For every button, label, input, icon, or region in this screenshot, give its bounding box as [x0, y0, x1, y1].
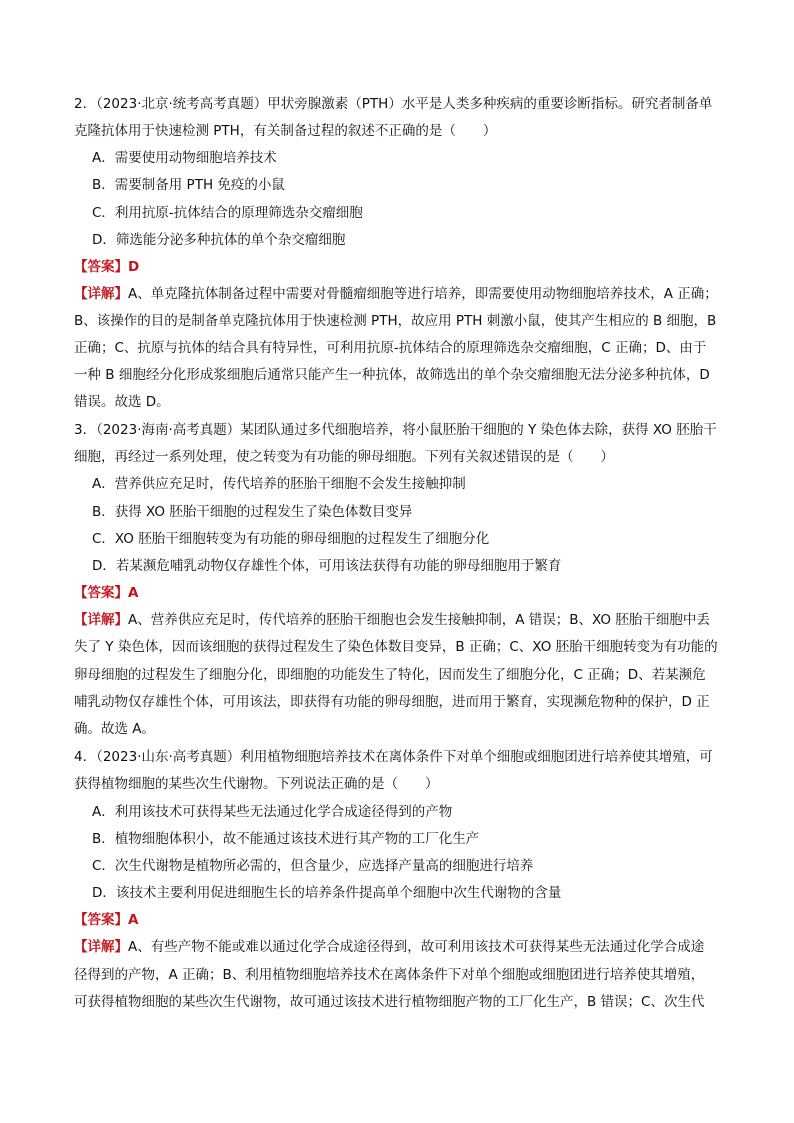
detail-text: A、有些产物不能或难以通过化学合成途径得到，故可利用该技术可获得某些无法通过化学合成途 [128, 939, 705, 955]
answer-value: A [128, 912, 139, 928]
detail-line: 正确；C、抗原与抗体的结合具有特异性，可利用抗原-抗体结合的原理筛选杂交瘤细胞，C 正确；D、由于 [74, 340, 707, 356]
option-b: B．植物细胞体积小，故不能通过该技术进行其产物的工厂化生产 [92, 831, 480, 847]
option-c: C．次生代谢物是植物所必需的，但含量少，应选择产量高的细胞进行培养 [92, 858, 534, 874]
option-a: A．营养供应充足时，传代培养的胚胎干细胞不会发生接触抑制 [92, 476, 466, 492]
answer-line [74, 911, 138, 929]
option-b: B．需要制备用 PTH 免疫的小鼠 [92, 177, 285, 193]
detail-line: 失了 Y 染色体，因而该细胞的获得过程发生了染色体数目变异，B 正确；C、XO 胚胎干细胞转变为有功能的 [74, 639, 718, 655]
detail-line: 哺乳动物仅存雄性个体，可用该法，即获得有功能的卵母细胞，进而用于繁育，实现濒危物种的保护，D 正 [74, 694, 710, 710]
question-stem-line: 3．（2023·海南·高考真题）某团队通过多代细胞培养，将小鼠胚胎干细胞的 Y 染色体去除，获得 XO 胚胎干 [74, 422, 717, 438]
detail-label: 【详解】 [74, 939, 128, 955]
option-d: D．筛选能分泌多种抗体的单个杂交瘤细胞 [92, 232, 346, 248]
detail-line [74, 938, 704, 956]
detail-line: 径得到的产物，A 正确；B、利用植物细胞培养技术在离体条件下对单个细胞或细胞团进行培养使其增殖， [74, 967, 705, 983]
detail-line: 一种 B 细胞经分化形成浆细胞后通常只能产生一种抗体，故筛选出的单个杂交瘤细胞无法分泌多种抗体，D [74, 367, 710, 383]
detail-line: B、该操作的目的是制备单克隆抗体用于快速检测 PTH，故应用 PTH 刺激小鼠，使其产生相应的 B 细胞，B [74, 313, 717, 329]
detail-text: A、营养供应充足时，传代培养的胚胎干细胞也会发生接触抑制，A 错误；B、XO 胚胎干细胞中丢 [128, 612, 710, 628]
option-d: D．若某濒危哺乳动物仅存雄性个体，可用该法获得有功能的卵母细胞用于繁育 [92, 558, 562, 574]
detail-line: 确。故选 A。 [74, 721, 156, 737]
answer-label: 【答案】 [74, 259, 128, 275]
option-d: D．该技术主要利用促进细胞生长的培养条件提高单个细胞中次生代谢物的含量 [92, 885, 562, 901]
option-c: C．利用抗原-抗体结合的原理筛选杂交瘤细胞 [92, 205, 363, 221]
option-c: C．XO 胚胎干细胞转变为有功能的卵母细胞的过程发生了细胞分化 [92, 531, 490, 547]
detail-line: 可获得植物细胞的某些次生代谢物，故可通过该技术进行植物细胞产物的工厂化生产，B 错误；C、次生代 [74, 994, 705, 1010]
question-stem-line: 细胞，再经过一系列处理，使之转变为有功能的卵母细胞。下列有关叙述错误的是（ ） [74, 449, 614, 465]
answer-line [74, 584, 138, 602]
detail-line [74, 285, 718, 303]
answer-label: 【答案】 [74, 585, 128, 601]
option-b: B．获得 XO 胚胎干细胞的过程发生了染色体数目变异 [92, 504, 413, 520]
question-stem-line: 2．（2023·北京·统考高考真题）甲状旁腺激素（PTH）水平是人类多种疾病的重要诊断指标。研究者制备单 [74, 96, 713, 112]
question-stem-line: 获得植物细胞的某些次生代谢物。下列说法正确的是（ ） [74, 776, 439, 792]
detail-label: 【详解】 [74, 612, 128, 628]
detail-line [74, 611, 710, 629]
answer-value: D [128, 259, 140, 275]
question-stem-line: 4．（2023·山东·高考真题）利用植物细胞培养技术在离体条件下对单个细胞或细胞团进行培养使其增殖，可 [74, 749, 713, 765]
answer-value: A [128, 585, 139, 601]
option-a: A．需要使用动物细胞培养技术 [92, 150, 277, 166]
detail-text: A、单克隆抗体制备过程中需要对骨髓瘤细胞等进行培养，即需要使用动物细胞培养技术，A 正确； [128, 286, 718, 302]
question-stem-line: 克隆抗体用于快速检测 PTH，有关制备过程的叙述不正确的是（ ） [74, 123, 497, 139]
detail-label: 【详解】 [74, 286, 128, 302]
option-a: A．利用该技术可获得某些无法通过化学合成途径得到的产物 [92, 804, 453, 820]
detail-line: 卵母细胞的过程发生了细胞分化，即细胞的功能发生了特化，因而发生了细胞分化，C 正确；D、若某濒危 [74, 667, 706, 683]
answer-line [74, 258, 139, 276]
answer-label: 【答案】 [74, 912, 128, 928]
detail-line: 错误。故选 D。 [74, 394, 170, 410]
